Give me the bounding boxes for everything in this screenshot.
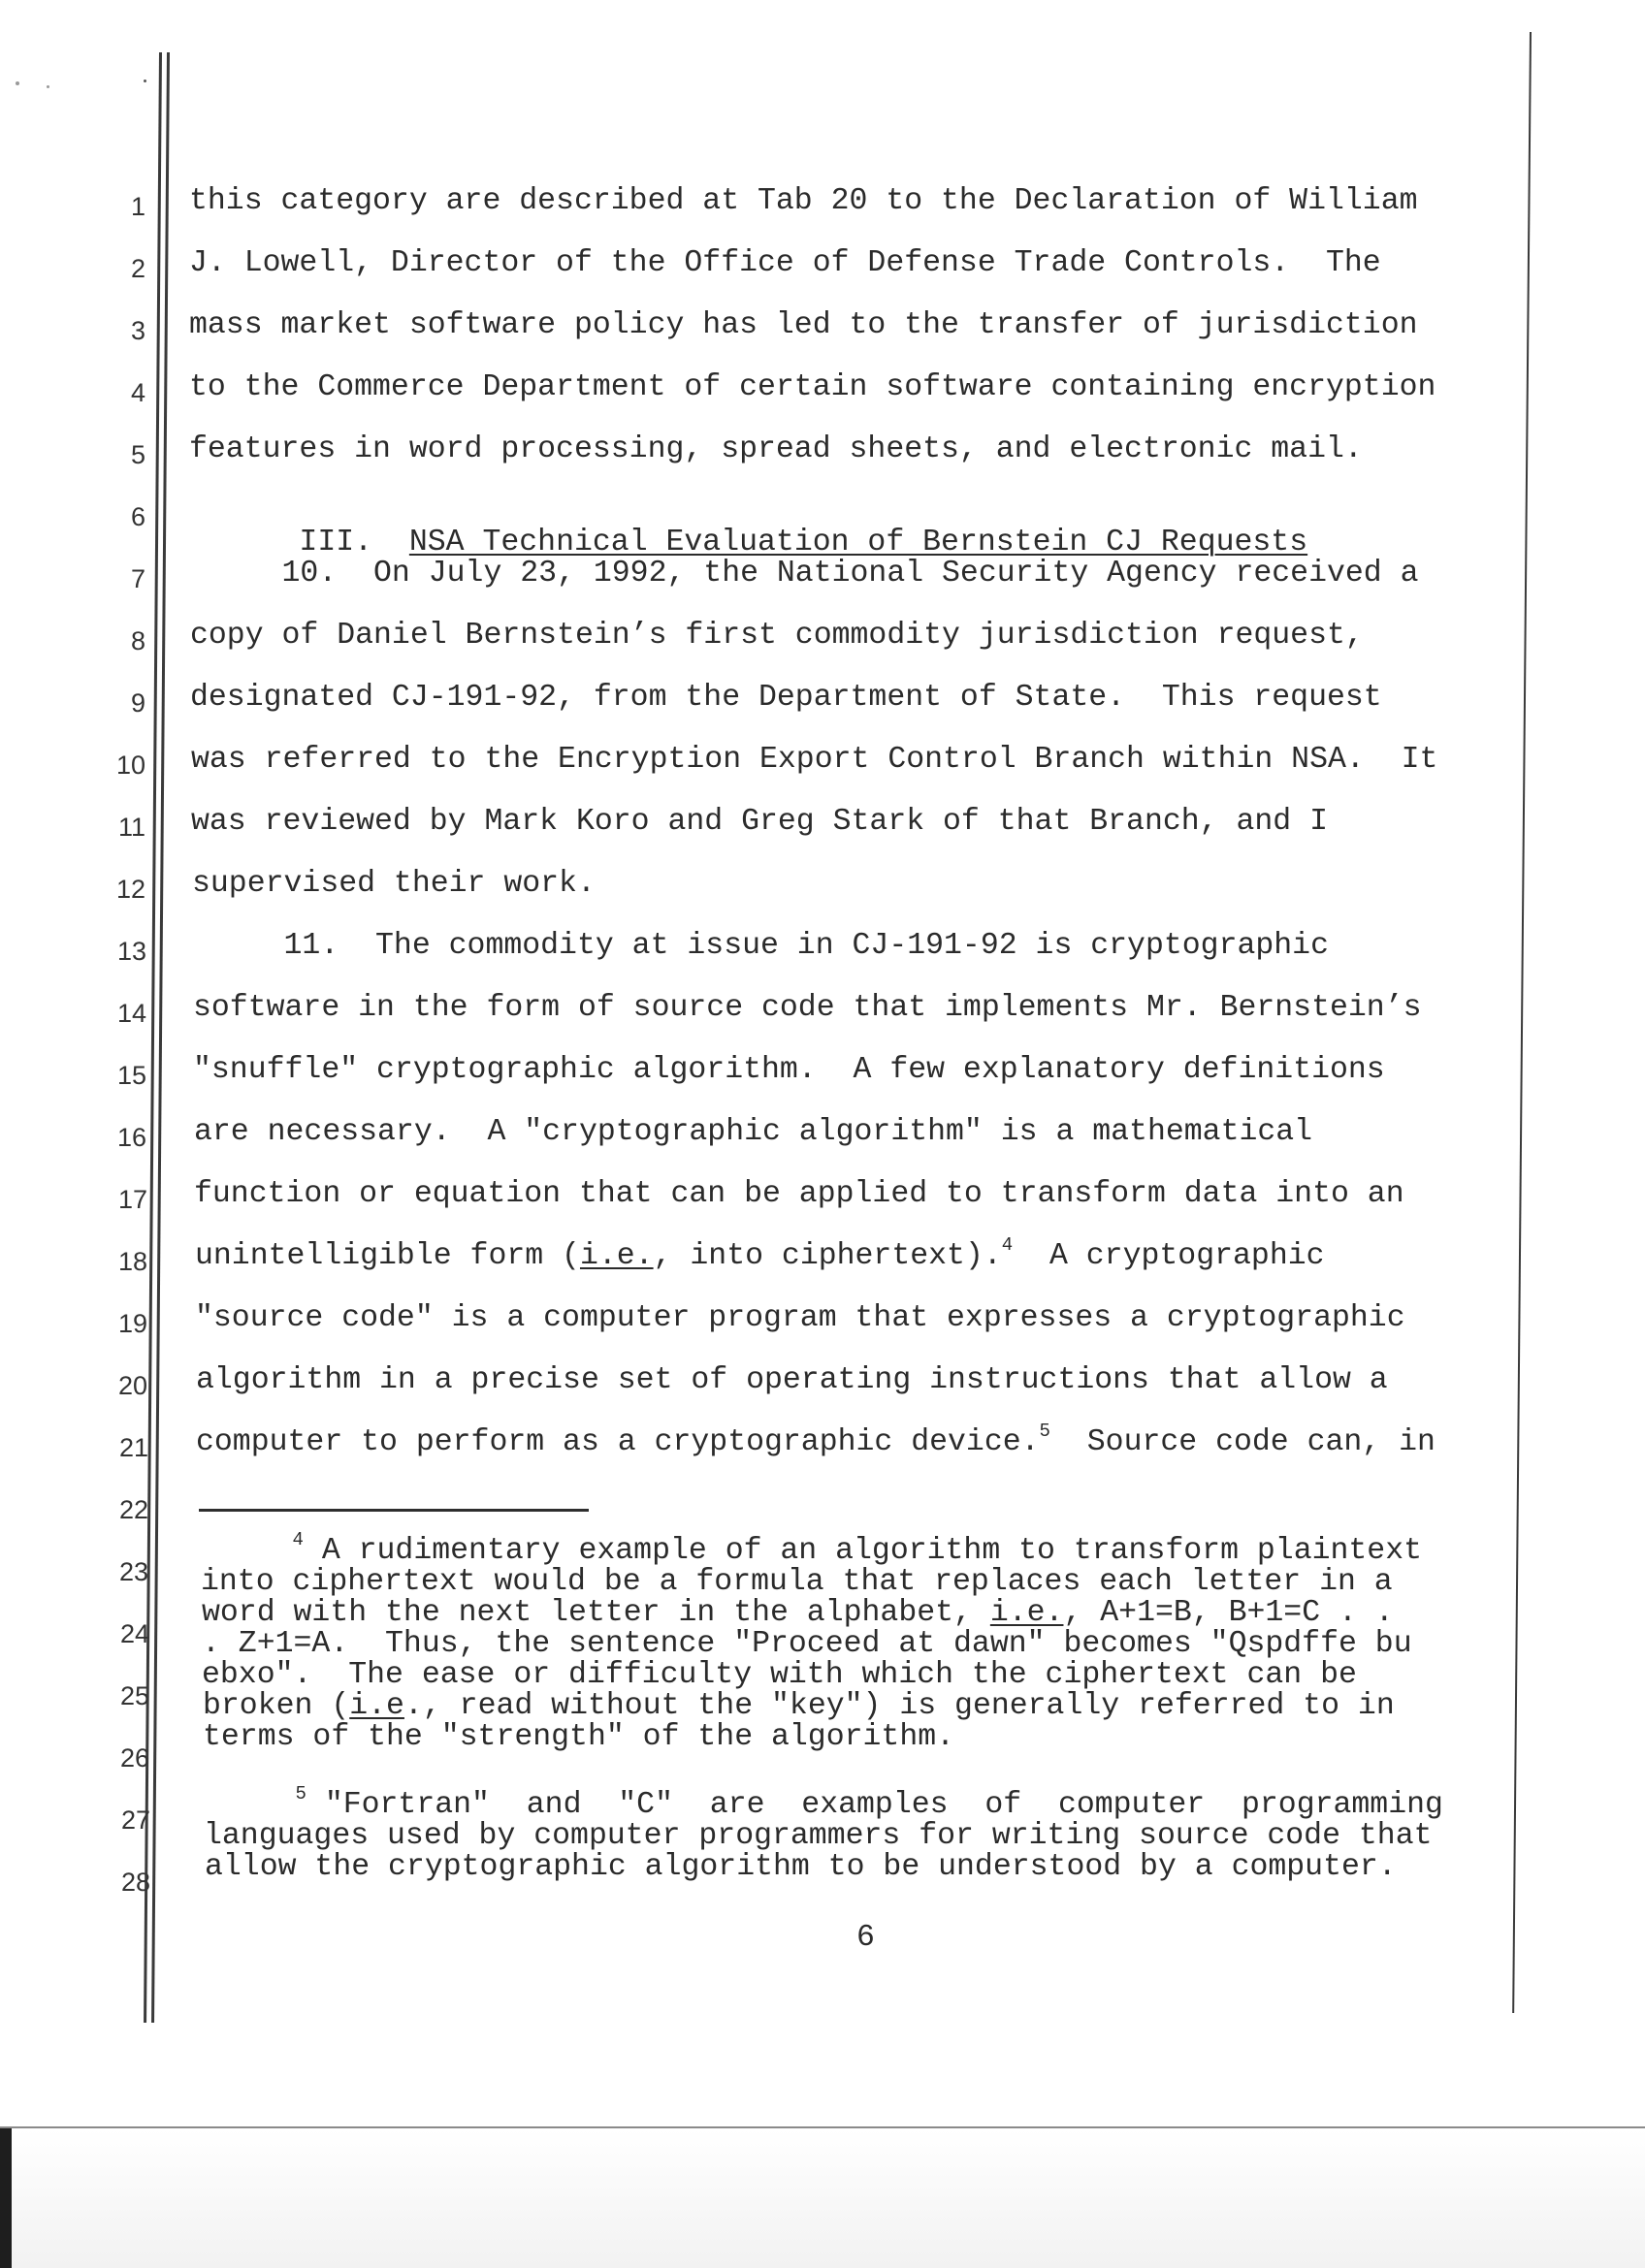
line-number: 6: [130, 502, 145, 531]
footnote-ref-5[interactable]: 5: [1039, 1421, 1050, 1442]
text: A rudimentary example of an algorithm to transform plaintext: [303, 1534, 1423, 1568]
line-number: 22: [118, 1495, 148, 1524]
line-number: 25: [119, 1681, 149, 1710]
footnote-5-number: 5: [295, 1783, 306, 1805]
line-number: 10: [115, 751, 145, 780]
text: , into ciphertext).: [653, 1239, 1002, 1273]
line-number: 23: [118, 1557, 148, 1586]
text: ., read without the "key") is generally referred to in: [403, 1689, 1395, 1723]
section-title: NSA Technical Evaluation of Bernstein CJ Requests: [408, 525, 1308, 559]
line-number: 2: [130, 254, 145, 283]
text: word with the next letter in the alphabet,: [202, 1596, 990, 1630]
text: A cryptographic: [1013, 1239, 1325, 1273]
line-number: 15: [116, 1061, 146, 1090]
footnote-4-line-2: into ciphertext would be a formula that replaces each letter in a: [201, 1565, 1393, 1599]
body-line-17: function or equation that can be applied to transform data into an: [194, 1177, 1404, 1211]
footnote-4-line-4: . Z+1=A. Thus, the sentence "Proceed at dawn" becomes "Qspdffe bu: [202, 1627, 1412, 1661]
body-line-2: J. Lowell, Director of the Office of Defense Trade Controls. The: [189, 246, 1381, 280]
body-line-14: software in the form of source code that implements Mr. Bernstein’s: [193, 991, 1422, 1025]
body-line-8: copy of Daniel Bernstein’s first commodity jurisdiction request,: [190, 619, 1364, 653]
text: computer to perform as a cryptographic device.: [196, 1425, 1040, 1459]
text: Source code can, in: [1049, 1425, 1435, 1459]
text: unintelligible form (: [195, 1239, 580, 1273]
footnote-4-line-6: [203, 1691, 1395, 1722]
scanner-edge-strip: [0, 2128, 12, 2268]
body-line-7: 10. On July 23, 1992, the National Security Agency received a: [190, 557, 1419, 591]
line-number: 21: [118, 1433, 148, 1462]
body-line-9: designated CJ-191-92, from the Department of State. This request: [190, 681, 1382, 715]
ie-abbreviation: i.e: [349, 1689, 404, 1723]
text: , A+1=B, B+1=C . .: [1063, 1596, 1394, 1630]
scan-speck: [47, 85, 49, 88]
line-number: 27: [120, 1805, 150, 1835]
ie-abbreviation: i.e.: [989, 1596, 1064, 1630]
body-line-11: was reviewed by Mark Koro and Greg Stark of that Branch, and I: [191, 805, 1328, 839]
footnote-5-line-1: [204, 1783, 1443, 1822]
ie-abbreviation: i.e.: [579, 1239, 654, 1273]
section-numeral: III.: [299, 525, 373, 559]
line-number: 17: [117, 1185, 147, 1214]
footnote-4-line-3: [202, 1598, 1394, 1629]
scan-speck: [16, 81, 19, 85]
footnote-5-line-2: languages used by computer programmers for writing source code that: [204, 1819, 1433, 1853]
footnote-4-line-5: ebxo". The ease or difficulty with which the ciphertext can be: [202, 1658, 1357, 1692]
page-number: 6: [856, 1921, 875, 1955]
footnote-4-number: 4: [292, 1529, 304, 1550]
footnote-5-line-3: allow the cryptographic algorithm to be understood by a computer.: [205, 1850, 1397, 1884]
line-number: 7: [130, 564, 145, 593]
scanner-background: [0, 2128, 1645, 2268]
line-number: 12: [115, 875, 145, 904]
body-line-5: features in word processing, spread sheets, and electronic mail.: [189, 432, 1363, 466]
line-number: 3: [130, 316, 145, 345]
body-line-1: this category are described at Tab 20 to the Declaration of William: [189, 184, 1418, 218]
body-line-20: algorithm in a precise set of operating instructions that allow a: [196, 1363, 1388, 1397]
line-number: 5: [130, 440, 145, 469]
line-number: 11: [117, 813, 145, 842]
body-line-13: 11. The commodity at issue in CJ-191-92 is cryptographic: [192, 929, 1329, 963]
body-line-3: mass market software policy has led to the transfer of jurisdiction: [189, 308, 1418, 342]
text: "Fortran" and "C" are examples of computer programming: [306, 1788, 1443, 1822]
body-line-15: "snuffle" cryptographic algorithm. A few explanatory definitions: [193, 1053, 1385, 1087]
body-line-4: to the Commerce Department of certain software containing encryption: [189, 370, 1436, 404]
line-number: 9: [130, 688, 145, 718]
line-number: 28: [120, 1868, 150, 1897]
line-number: 18: [117, 1247, 147, 1276]
line-number: 4: [130, 378, 145, 407]
footnote-separator: [199, 1509, 589, 1512]
footnote-4-line-1: [201, 1529, 1423, 1568]
body-line-21: [196, 1421, 1435, 1459]
body-line-10: was referred to the Encryption Export Control Branch within NSA. It: [191, 743, 1438, 777]
body-line-18: [195, 1234, 1325, 1273]
footnote-ref-4[interactable]: 4: [1001, 1234, 1014, 1256]
body-line-12: supervised their work.: [192, 867, 596, 901]
line-number: 20: [117, 1371, 147, 1400]
text: broken (: [203, 1689, 350, 1723]
line-number: 26: [119, 1743, 149, 1773]
right-margin-rule: [1512, 32, 1532, 2013]
line-number: 13: [116, 937, 146, 966]
scan-speck: [144, 80, 146, 82]
line-number: 1: [130, 192, 145, 221]
footnote-4-line-7: terms of the "strength" of the algorithm.: [203, 1720, 955, 1754]
body-line-16: are necessary. A "cryptographic algorithm" is a mathematical: [194, 1115, 1313, 1149]
line-number: 8: [130, 626, 145, 655]
line-number: 14: [116, 999, 146, 1028]
line-number: 16: [116, 1123, 146, 1152]
line-number: 24: [119, 1619, 149, 1648]
body-line-19: "source code" is a computer program that expresses a cryptographic: [195, 1301, 1405, 1335]
line-number: 19: [117, 1309, 147, 1338]
